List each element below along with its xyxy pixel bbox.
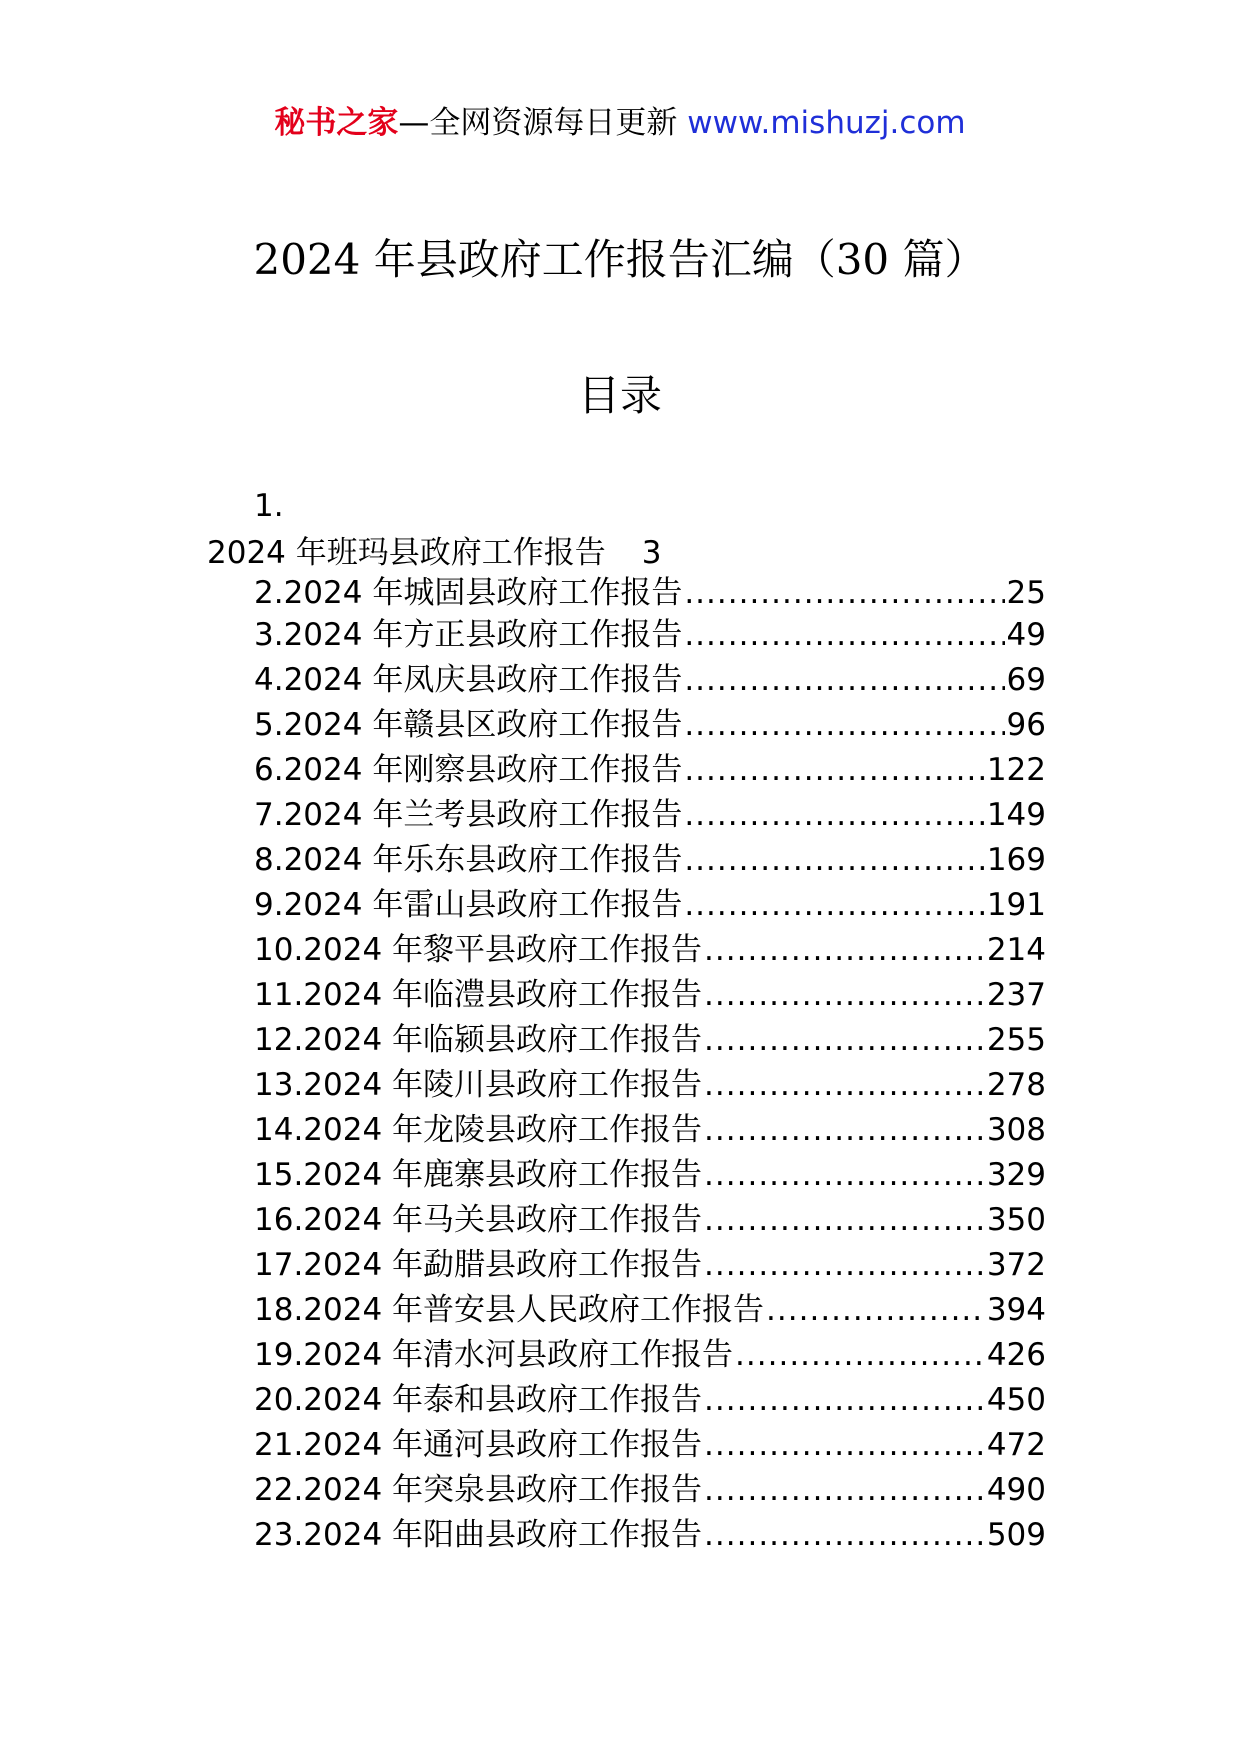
toc-item-7[interactable]: [254, 795, 1046, 835]
toc-leader-dots: [704, 1425, 985, 1465]
toc-item-title: 22.2024 年突泉县政府工作报告: [254, 1472, 703, 1508]
toc-item-page: 350: [986, 1202, 1046, 1238]
toc-leader-dots: [735, 1335, 985, 1375]
toc-item-title: 2.2024 年城固县政府工作报告: [254, 575, 683, 611]
toc-leader-dots: [704, 1470, 985, 1510]
toc-item-title: 17.2024 年勐腊县政府工作报告: [254, 1247, 703, 1283]
toc-item-page: 472: [986, 1427, 1046, 1463]
toc-item-page: 49: [1006, 617, 1046, 653]
toc-item-title: 2024 年班玛县政府工作报告: [207, 535, 606, 571]
toc-item-page: 96: [1006, 707, 1046, 743]
toc-leader-dots: [684, 885, 985, 925]
toc-item-page: 372: [986, 1247, 1046, 1283]
document-title: 2024 年县政府工作报告汇编（30 篇）: [253, 235, 987, 284]
toc-item-page: 308: [986, 1112, 1046, 1148]
toc-item-9[interactable]: [254, 885, 1046, 925]
toc-item-12[interactable]: [254, 1020, 1046, 1060]
toc-item-title: 13.2024 年陵川县政府工作报告: [254, 1067, 703, 1103]
toc-item-2[interactable]: [254, 573, 1046, 613]
toc-item-1[interactable]: [207, 533, 661, 573]
toc-item-14[interactable]: [254, 1110, 1046, 1150]
toc-item-22[interactable]: [254, 1470, 1046, 1510]
toc-item-title: 18.2024 年普安县人民政府工作报告: [254, 1292, 765, 1328]
toc-item-page: 490: [986, 1472, 1046, 1508]
toc-heading: 目录: [577, 371, 662, 420]
toc-leader-dots: [704, 1020, 985, 1060]
toc-item-page: 3: [641, 535, 662, 571]
toc-item-page: 426: [986, 1337, 1046, 1373]
toc-leader-dots: [704, 1380, 985, 1420]
toc-item-page: 169: [986, 842, 1046, 878]
toc-leader-dots: [684, 573, 1004, 613]
toc-item-10[interactable]: [254, 930, 1046, 970]
toc-item-title: 23.2024 年阳曲县政府工作报告: [254, 1517, 703, 1553]
toc-item-4[interactable]: [254, 660, 1046, 700]
toc-item-6[interactable]: [254, 750, 1046, 790]
toc-item-page: 69: [1006, 662, 1046, 698]
toc-item-page: 329: [986, 1157, 1046, 1193]
toc-item-title: 9.2024 年雷山县政府工作报告: [254, 887, 683, 923]
toc-item-title: 16.2024 年马关县政府工作报告: [254, 1202, 703, 1238]
toc-leader-dots: [684, 840, 985, 880]
toc-item-title: 3.2024 年方正县政府工作报告: [254, 617, 683, 653]
toc-item-page: 191: [986, 887, 1046, 923]
toc-item-title: 21.2024 年通河县政府工作报告: [254, 1427, 703, 1463]
toc-item-page: 255: [986, 1022, 1046, 1058]
toc-item-page: 122: [986, 752, 1046, 788]
toc-item-page: 25: [1006, 575, 1046, 611]
toc-leader-dots: [684, 615, 1004, 655]
toc-leader-dots: [704, 1110, 985, 1150]
toc-item-title: 5.2024 年赣县区政府工作报告: [254, 707, 683, 743]
toc-item-page: 149: [986, 797, 1046, 833]
toc-item-title: 7.2024 年兰考县政府工作报告: [254, 797, 683, 833]
toc-item-page: 394: [986, 1292, 1046, 1328]
toc-item-8[interactable]: [254, 840, 1046, 880]
toc-leader-dots: [704, 975, 985, 1015]
toc-item-5[interactable]: [254, 705, 1046, 745]
toc-leader-dots: [684, 660, 1004, 700]
banner-tagline: —全网资源每日更新: [398, 105, 688, 141]
toc-item-page: 237: [986, 977, 1046, 1013]
toc-leader-dots: [684, 795, 985, 835]
toc-item-17[interactable]: [254, 1245, 1046, 1285]
toc-item-11[interactable]: [254, 975, 1046, 1015]
toc-item-18[interactable]: [254, 1290, 1046, 1330]
toc-item-title: 19.2024 年清水河县政府工作报告: [254, 1337, 734, 1373]
toc-item-title: 12.2024 年临颍县政府工作报告: [254, 1022, 703, 1058]
toc-item-title: 10.2024 年黎平县政府工作报告: [254, 932, 703, 968]
banner-brand: 秘书之家: [274, 105, 399, 141]
toc-leader-dots: [684, 750, 985, 790]
toc-item-page: 214: [986, 932, 1046, 968]
toc-item-16[interactable]: [254, 1200, 1046, 1240]
toc-item-19[interactable]: [254, 1335, 1046, 1375]
toc-item-title: 20.2024 年泰和县政府工作报告: [254, 1382, 703, 1418]
toc-item-15[interactable]: [254, 1155, 1046, 1195]
toc-item-title: 11.2024 年临澧县政府工作报告: [254, 977, 703, 1013]
toc-leader-dots: [704, 1065, 985, 1105]
toc-leader-dots: [704, 1515, 985, 1555]
toc-item-23[interactable]: [254, 1515, 1046, 1555]
toc-item-1-number[interactable]: 1.: [254, 488, 284, 524]
toc-item-title: 14.2024 年龙陵县政府工作报告: [254, 1112, 703, 1148]
toc-leader-dots: [704, 1155, 985, 1195]
toc-item-page: 509: [986, 1517, 1046, 1553]
toc-item-title: 6.2024 年刚察县政府工作报告: [254, 752, 683, 788]
banner-url-link[interactable]: www.mishuzj.com: [687, 105, 966, 141]
toc-item-page: 278: [986, 1067, 1046, 1103]
toc-item-3[interactable]: [254, 615, 1046, 655]
toc-item-20[interactable]: [254, 1380, 1046, 1420]
toc-item-page: 450: [986, 1382, 1046, 1418]
toc-item-title: 4.2024 年凤庆县政府工作报告: [254, 662, 683, 698]
toc-item-21[interactable]: [254, 1425, 1046, 1465]
toc-leader-dots: [766, 1290, 985, 1330]
toc-item-title: 8.2024 年乐东县政府工作报告: [254, 842, 683, 878]
toc-item-title: 15.2024 年鹿寨县政府工作报告: [254, 1157, 703, 1193]
toc-leader-dots: [704, 930, 985, 970]
toc-leader-dots: [704, 1245, 985, 1285]
toc-leader-dots: [704, 1200, 985, 1240]
toc-leader-dots: [684, 705, 1004, 745]
toc-item-13[interactable]: [254, 1065, 1046, 1105]
